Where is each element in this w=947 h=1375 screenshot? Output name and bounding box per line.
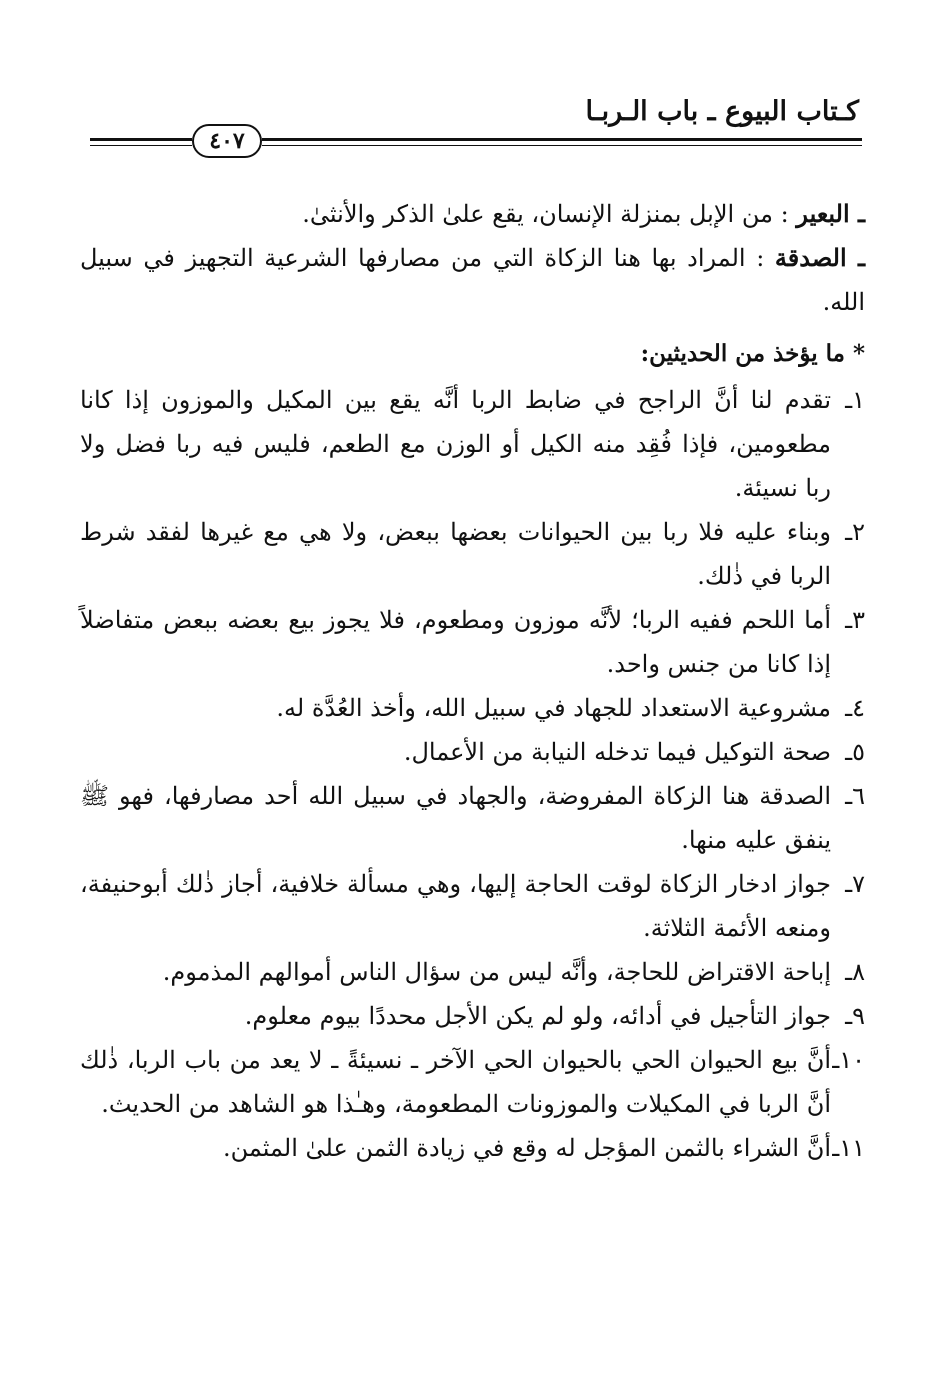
definition-text: : المراد بها هنا الزكاة التي من مصارفها الشرعية التجهيز في سبيل الله. (80, 244, 865, 316)
list-item-text: أنَّ بيع الحيوان الحي بالحيوان الحي الآخر ـ نسيئةً ـ لا يعد من باب الربا، ذٰلك أنَّ الربا في المكيلات والموزونات المطعومة، وهـٰذا هو الشاهد من الحديث. (80, 1046, 831, 1118)
list-item-text: جواز التأجيل في أدائه، ولو لم يكن الأجل محددًا بيوم معلوم. (244, 1002, 831, 1030)
list-item-number: ٥ـ (845, 738, 865, 766)
list-item-number: ٢ـ (845, 518, 865, 546)
list-item-text: مشروعية الاستعداد للجهاد في سبيل الله، وأخذ العُدَّة له. (276, 694, 831, 722)
definition-sadaqa (80, 236, 865, 324)
list-item-text: وبناء عليه فلا ربا بين الحيوانات بعضها ببعض، ولا هي مع غيرها لفقد شرط الربا في ذٰلك. (80, 518, 831, 590)
list-item-text: أنَّ الشراء بالثمن المؤجل له وقع في زيادة الثمن علىٰ المثمن. (223, 1134, 831, 1162)
page-number: ٤٠٧ (192, 124, 262, 158)
definition-term: ـ البعير (796, 199, 865, 228)
header-rule-left-thin (90, 145, 192, 146)
section-heading: * ما يؤخذ من الحديثين: (640, 340, 865, 367)
definition-term: ـ الصدقة (774, 243, 865, 272)
list-item-number: ٨ـ (845, 958, 865, 986)
running-title: كـتاب البيوع ـ باب الـربـا (585, 96, 859, 127)
list-item-text: صحة التوكيل فيما تدخله النيابة من الأعمال. (403, 738, 831, 766)
list-item (80, 994, 865, 1038)
list-item (80, 1126, 865, 1170)
definition-camel (80, 192, 865, 236)
list-item-number: ٣ـ (845, 606, 865, 634)
list-item-number: ٦ـ (845, 782, 865, 810)
list-item-text: تقدم لنا أنَّ الراجح في ضابط الربا أنَّه يقع بين المكيل والموزون إذا كانا مطعومين، فإذا فُقِد منه الكيل أو الوزن مع الطعم، فليس فيه ربا فضل ولا ربا نسيئة. (80, 386, 831, 502)
list-item-number: ٧ـ (845, 870, 865, 898)
list-item-number: ١ـ (845, 386, 865, 414)
list-item-text: أما اللحم ففيه الربا؛ لأنَّه موزون ومطعوم، فلا يجوز بيع بعضه ببعض متفاضلاً إذا كانا من جنس واحد. (80, 606, 831, 678)
list-item-text: الصدقة هنا الزكاة المفروضة، والجهاد في سبيل الله أحد مصارفها، فهو ﷺ ينفق عليه منها. (80, 782, 831, 854)
list-item-number: ٩ـ (845, 1002, 865, 1030)
header-rule-right (262, 138, 862, 141)
list-item-number: ٤ـ (845, 694, 865, 722)
body-text (80, 192, 865, 1170)
list-item (80, 1038, 865, 1126)
list-item (80, 950, 865, 994)
list-item-number: ١٠ـ (832, 1046, 865, 1074)
list-item-number: ١١ـ (832, 1134, 865, 1162)
list-item (80, 686, 865, 730)
list-item (80, 510, 865, 598)
definition-text: : من الإبل بمنزلة الإنسان، يقع علىٰ الذكر والأنثىٰ. (302, 200, 789, 228)
list-item (80, 730, 865, 774)
list-item (80, 598, 865, 686)
header-rule-left (90, 138, 192, 141)
header-rule-right-thin (262, 145, 862, 146)
list-item-text: إباحة الاقتراض للحاجة، وأنَّه ليس من سؤال الناس أموالهم المذموم. (162, 958, 831, 986)
list-item (80, 862, 865, 950)
list-item (80, 774, 865, 862)
list-item (80, 378, 865, 510)
list-item-text: جواز ادخار الزكاة لوقت الحاجة إليها، وهي مسألة خلافية، أجاز ذٰلك أبوحنيفة، ومنعه الأئمة الثلاثة. (80, 870, 831, 942)
